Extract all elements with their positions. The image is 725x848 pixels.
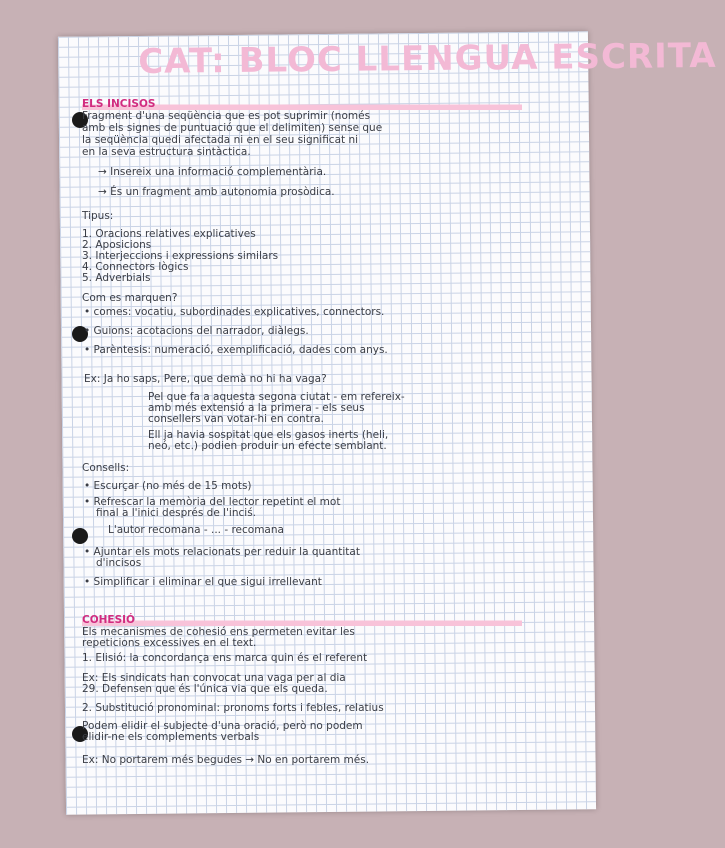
section-heading-incisos: ELS INCISOS (82, 98, 522, 110)
note-line: amb més extensió a la primera - els seus (148, 402, 365, 414)
note-line: consellers van votar-hi en contra. (148, 413, 324, 425)
note-line: 5. Adverbials (82, 272, 151, 284)
note-line: neó, etc.) podien produir un efecte semblant. (148, 440, 387, 452)
note-line: Consells: (82, 462, 130, 474)
note-line: Ex: Els sindicats han convocat una vaga per al dia (82, 672, 346, 684)
note-line: amb els signes de puntuació que el delimiten) sense que (82, 122, 383, 134)
note-line: Com es marquen? (82, 292, 178, 304)
note-line: d'incisos (96, 557, 142, 569)
note-line: • Ajuntar els mots relacionats per reduir la quantitat (84, 546, 360, 558)
note-line: • Refrescar la memòria del lector repetint el mot (84, 496, 341, 508)
note-line: Ex: Ja ho saps, Pere, que demà no hi ha vaga? (84, 373, 327, 385)
note-line: • Escurçar (no més de 15 mots) (84, 480, 252, 492)
note-line: repeticions excessives en el text. (82, 637, 257, 649)
page-title: CAT: BLOC LLENGUA ESCRITA (137, 35, 717, 82)
note-line: → És un fragment amb autonomia prosòdica. (98, 186, 335, 198)
note-line: Tipus: (82, 210, 114, 222)
note-line: Fragment d'una seqüència que es pot suprimir (només (82, 110, 371, 122)
note-line: L'autor recomana - ... - recomana (108, 524, 284, 536)
note-line: Els mecanismes de cohesió ens permeten evitar les (82, 626, 355, 638)
note-line: • Simplificar i eliminar el que sigui irrellevant (84, 576, 322, 588)
note-line: 2. Substitució pronominal: pronoms forts i febles, relatius (82, 702, 384, 714)
note-line: • Guions: acotacions del narrador, diàlegs. (84, 325, 309, 337)
note-line: → Insereix una informació complementària. (98, 166, 327, 178)
binder-hole (72, 528, 88, 544)
note-line: Pel que fa a aquesta segona ciutat - em refereix- (148, 391, 405, 403)
note-line: elidir-ne els complements verbals (82, 731, 260, 743)
note-line: en la seva estructura sintàctica. (82, 146, 251, 158)
note-line: la seqüència quedi afectada ni en el seu significat ni (82, 134, 359, 146)
note-line: • Parèntesis: numeració, exemplificació, dades com anys. (84, 344, 388, 356)
note-line: 3. Interjeccions i expressions similars (82, 250, 279, 262)
note-line: 2. Aposicions (82, 239, 152, 251)
note-line: final a l'inici després de l'inciś. (96, 507, 257, 519)
note-line: Ell ja havia sospitat que els gasos inerts (heli, (148, 429, 389, 441)
note-line: 1. Oracions relatives explicatives (82, 228, 256, 240)
note-line: • comes: vocatiu, subordinades explicatives, connectors. (84, 306, 385, 318)
note-line: 1. Elisió: la concordança ens marca quin és el referent (82, 652, 368, 664)
note-line: Ex: No portarem més begudes → No en portarem més. (82, 754, 370, 766)
note-line: 29. Defensen que és l'única via que els queda. (82, 683, 328, 695)
note-line: 4. Connectors lògics (82, 261, 189, 273)
section-heading-cohesio: COHESIÓ (82, 614, 522, 626)
note-line: Podem elidir el subjecte d'una oració, però no podem (82, 720, 363, 732)
